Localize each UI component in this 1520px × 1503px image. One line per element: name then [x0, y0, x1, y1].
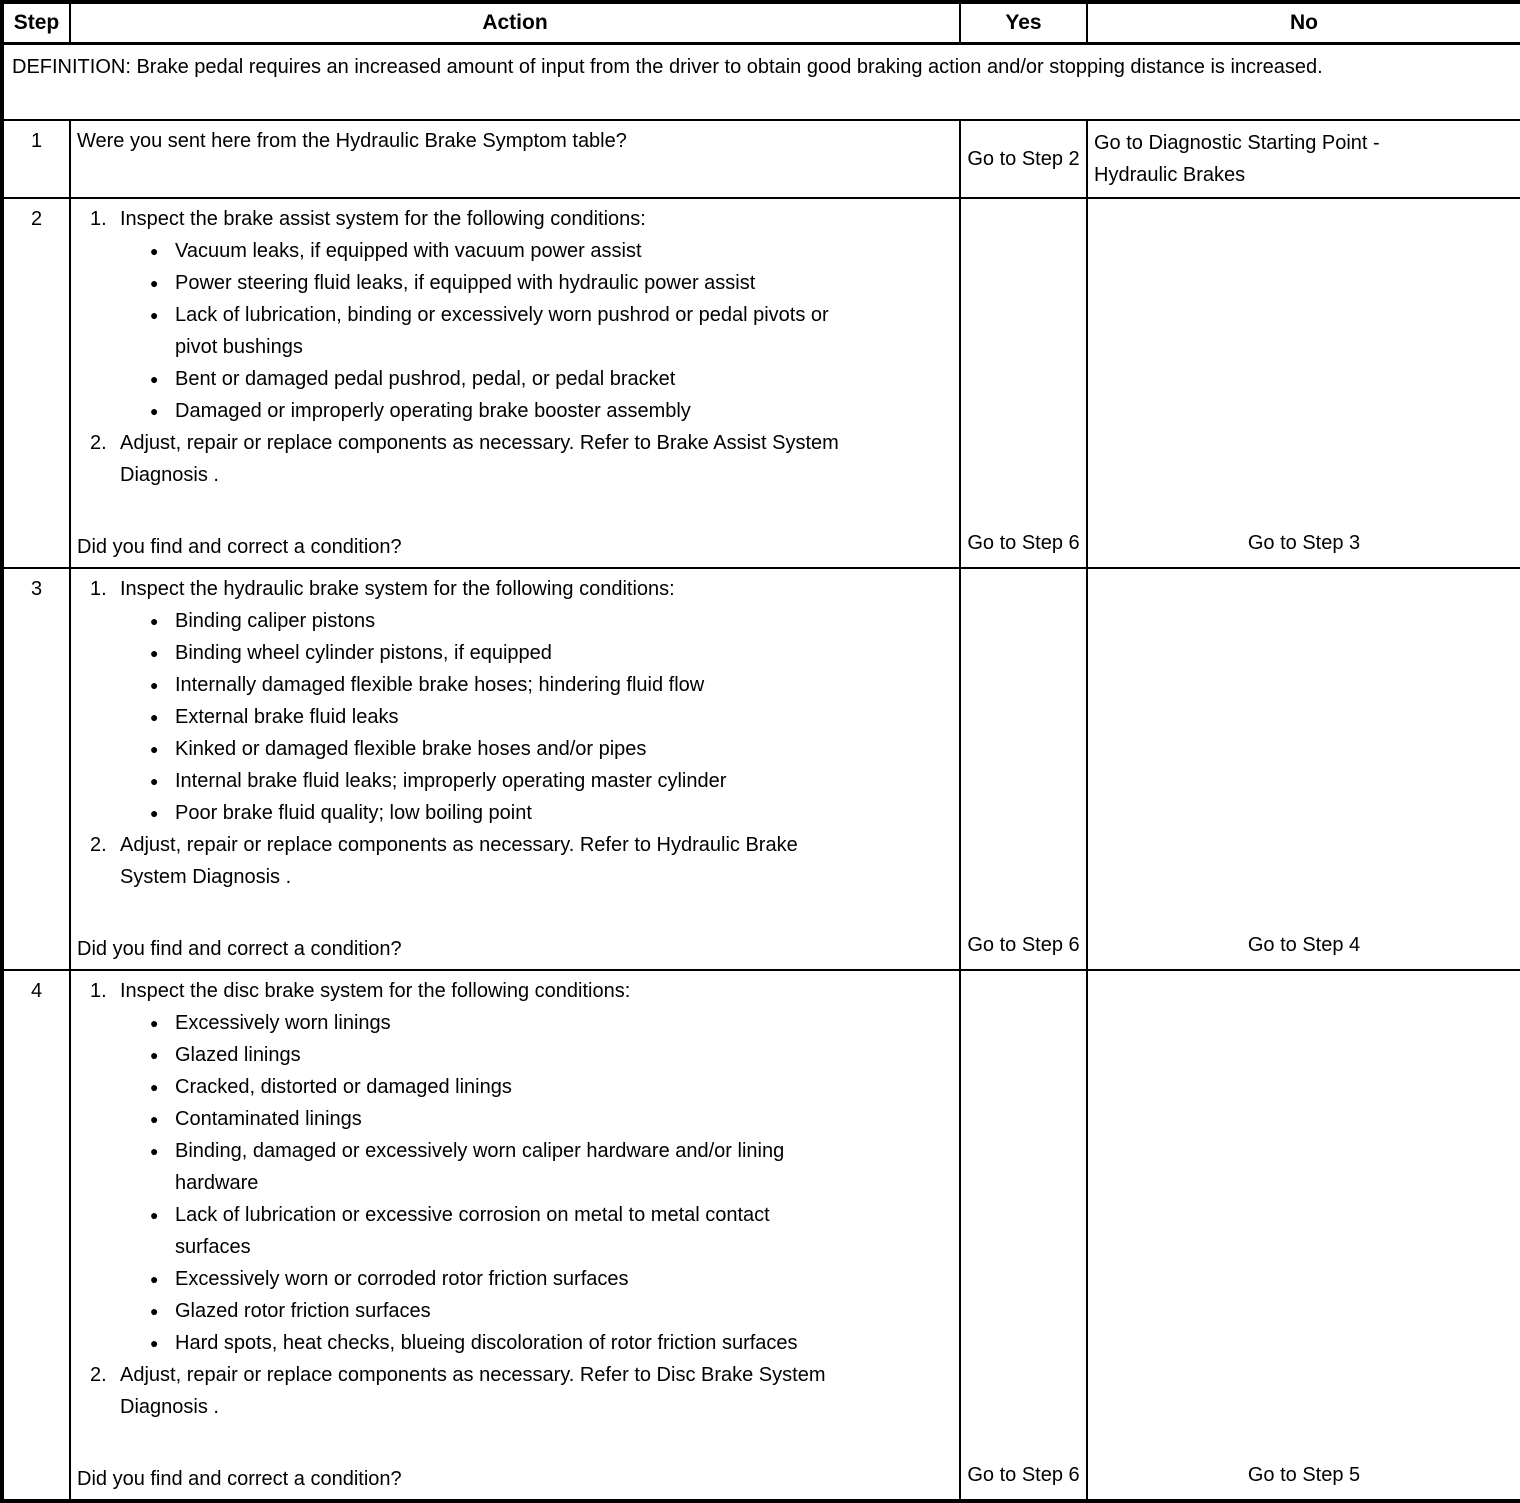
numbered-item — [77, 975, 953, 1007]
action-cell — [70, 568, 960, 970]
bullet-text: Excessively worn linings — [175, 1012, 391, 1034]
item-text: Inspect the hydraulic brake system for the following conditions: — [120, 578, 675, 600]
bullet-item — [77, 1327, 953, 1359]
bullet-text: Internal brake fluid leaks; improperly operating master cylinder — [175, 770, 727, 792]
item-text: Inspect the disc brake system for the following conditions: — [120, 980, 631, 1002]
item-number: 2. — [90, 432, 107, 454]
step-number-cell: 1 — [2, 120, 70, 198]
bullet-item — [77, 1199, 953, 1263]
item-text: Inspect the brake assist system for the following conditions: — [120, 208, 646, 230]
yes-cell: Go to Step 6 — [960, 970, 1087, 1501]
bullet-text: Kinked or damaged flexible brake hoses and/or pipes — [175, 738, 647, 760]
bullet-icon: ● — [150, 805, 159, 821]
bullet-text: Contaminated linings — [175, 1108, 362, 1130]
bullet-text: Bent or damaged pedal pushrod, pedal, or pedal bracket — [175, 368, 676, 390]
definition-cell — [2, 43, 1520, 120]
no-cell — [1087, 568, 1520, 970]
table-row — [2, 198, 1520, 568]
bullet-item — [77, 701, 953, 733]
item-text: Adjust, repair or replace components as necessary. Refer to Disc Brake System Diagnosis . — [120, 1364, 826, 1418]
numbered-item — [77, 203, 953, 235]
bullet-item — [77, 605, 953, 637]
action-cell — [70, 120, 960, 198]
bullet-icon: ● — [150, 1335, 159, 1351]
bullet-text: Lack of lubrication, binding or excessively worn pushrod or pedal pivots or pivot bushings — [175, 304, 829, 358]
no-cell — [1087, 198, 1520, 568]
bullet-item — [77, 267, 953, 299]
action-cell — [70, 970, 960, 1501]
bullet-item — [77, 797, 953, 829]
table-row — [2, 970, 1520, 1501]
bullet-text: Vacuum leaks, if equipped with vacuum power assist — [175, 240, 642, 262]
item-number: 1. — [90, 578, 107, 600]
item-number: 1. — [90, 208, 107, 230]
step-number-cell: 4 — [2, 970, 70, 1501]
bullet-text: Power steering fluid leaks, if equipped with hydraulic power assist — [175, 272, 756, 294]
bullet-text: Glazed rotor friction surfaces — [175, 1300, 431, 1322]
bullet-text: Damaged or improperly operating brake booster assembly — [175, 400, 691, 422]
bullet-icon: ● — [150, 307, 159, 323]
bullet-icon: ● — [150, 1111, 159, 1127]
bullet-icon: ● — [150, 1015, 159, 1031]
bullet-item — [77, 395, 953, 427]
bullet-item — [77, 1295, 953, 1327]
bullet-icon: ● — [150, 645, 159, 661]
column-header-step: Step — [2, 2, 70, 43]
yes-cell: Go to Step 6 — [960, 568, 1087, 970]
item-number: 1. — [90, 980, 107, 1002]
action-question: Were you sent here from the Hydraulic Brake Symptom table? — [77, 130, 627, 152]
bullet-item — [77, 765, 953, 797]
bullet-icon: ● — [150, 613, 159, 629]
action-question: Did you find and correct a condition? — [77, 938, 402, 960]
bullet-text: Internally damaged flexible brake hoses; hindering fluid flow — [175, 674, 705, 696]
column-header-no: No — [1087, 2, 1520, 43]
yes-cell: Go to Step 6 — [960, 198, 1087, 568]
column-header-action: Action — [70, 2, 960, 43]
item-number: 2. — [90, 1364, 107, 1386]
numbered-item — [77, 1359, 953, 1423]
table-row — [2, 568, 1520, 970]
item-text: Adjust, repair or replace components as necessary. Refer to Brake Assist System Diagnosis . — [120, 432, 839, 486]
bullet-item — [77, 1135, 953, 1199]
yes-cell: Go to Step 2 — [960, 120, 1087, 198]
bullet-icon: ● — [150, 243, 159, 259]
item-text: Adjust, repair or replace components as necessary. Refer to Hydraulic Brake System Diagnosis . — [120, 834, 798, 888]
bullet-text: Cracked, distorted or damaged linings — [175, 1076, 512, 1098]
action-question: Did you find and correct a condition? — [77, 536, 402, 558]
bullet-icon: ● — [150, 275, 159, 291]
bullet-item — [77, 637, 953, 669]
no-text: Go to Diagnostic Starting Point - Hydraulic Brakes — [1094, 132, 1380, 186]
bullet-item — [77, 1071, 953, 1103]
bullet-item — [77, 669, 953, 701]
bullet-item — [77, 733, 953, 765]
no-cell — [1087, 120, 1520, 198]
table-row — [2, 120, 1520, 198]
bullet-icon: ● — [150, 677, 159, 693]
definition-text: DEFINITION: Brake pedal requires an increased amount of input from the driver to obtain good braking action and/or stopping distance is increased. — [12, 55, 1323, 78]
bullet-item — [77, 1263, 953, 1295]
bullet-icon: ● — [150, 1143, 159, 1159]
step-number-cell: 3 — [2, 568, 70, 970]
bullet-icon: ● — [150, 1207, 159, 1223]
action-question: Did you find and correct a condition? — [77, 1468, 402, 1490]
bullet-icon: ● — [150, 403, 159, 419]
bullet-icon: ● — [150, 371, 159, 387]
column-header-yes: Yes — [960, 2, 1087, 43]
bullet-text: Excessively worn or corroded rotor friction surfaces — [175, 1268, 629, 1290]
bullet-icon: ● — [150, 1079, 159, 1095]
bullet-icon: ● — [150, 1271, 159, 1287]
item-number: 2. — [90, 834, 107, 856]
bullet-icon: ● — [150, 773, 159, 789]
bullet-text: Glazed linings — [175, 1044, 301, 1066]
table-header-row — [2, 2, 1520, 43]
no-cell — [1087, 970, 1520, 1501]
bullet-item — [77, 1039, 953, 1071]
no-text: Go to Step 4 — [1247, 934, 1361, 956]
numbered-item — [77, 573, 953, 605]
bullet-icon: ● — [150, 1303, 159, 1319]
bullet-item — [77, 1007, 953, 1039]
bullet-text: External brake fluid leaks — [175, 706, 399, 728]
numbered-item — [77, 829, 953, 893]
bullet-item — [77, 299, 953, 363]
bullet-text: Poor brake fluid quality; low boiling point — [175, 802, 532, 824]
bullet-text: Binding, damaged or excessively worn caliper hardware and/or lining hardware — [175, 1140, 785, 1194]
numbered-item — [77, 427, 953, 491]
bullet-item — [77, 363, 953, 395]
bullet-text: Hard spots, heat checks, blueing discoloration of rotor friction surfaces — [175, 1332, 798, 1354]
bullet-icon: ● — [150, 741, 159, 757]
step-number-cell: 2 — [2, 198, 70, 568]
bullet-text: Binding caliper pistons — [175, 610, 376, 632]
definition-row — [2, 43, 1520, 120]
bullet-item — [77, 235, 953, 267]
no-text: Go to Step 5 — [1247, 1464, 1361, 1486]
bullet-text: Lack of lubrication or excessive corrosion on metal to metal contact surfaces — [175, 1204, 770, 1258]
bullet-text: Binding wheel cylinder pistons, if equipped — [175, 642, 552, 664]
no-text: Go to Step 3 — [1247, 532, 1361, 554]
bullet-item — [77, 1103, 953, 1135]
bullet-icon: ● — [150, 1047, 159, 1063]
action-cell — [70, 198, 960, 568]
bullet-icon: ● — [150, 709, 159, 725]
